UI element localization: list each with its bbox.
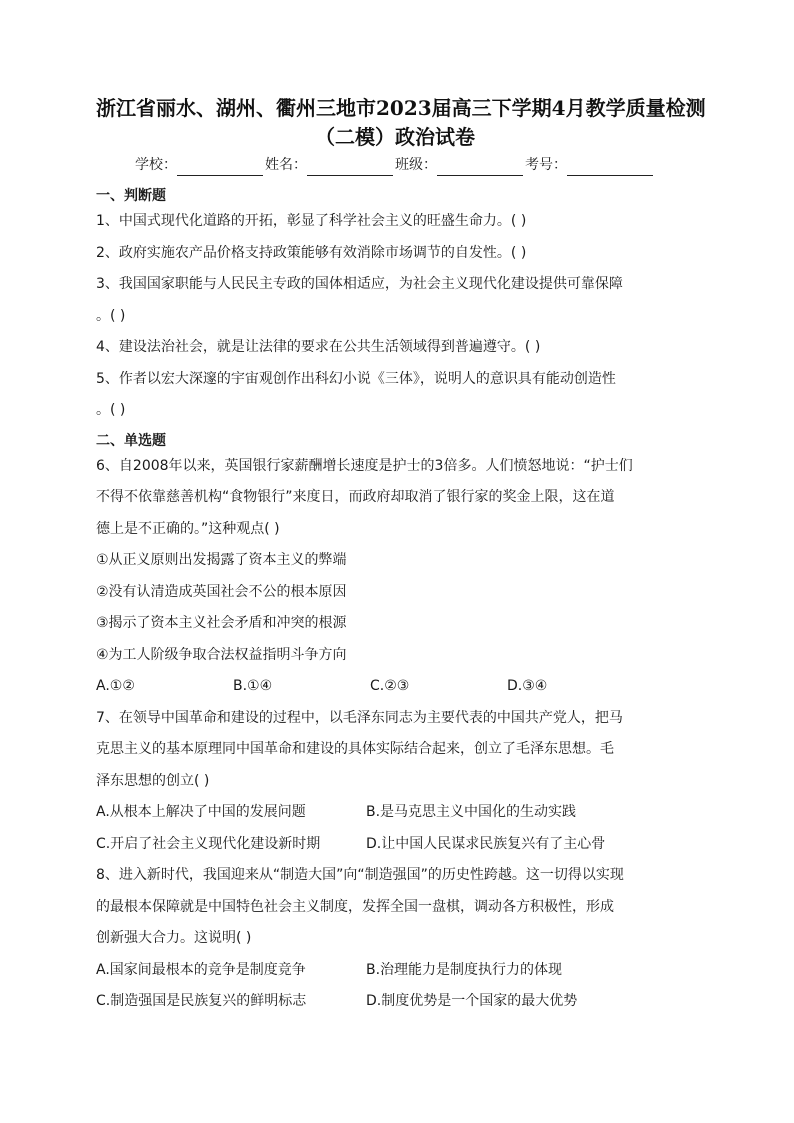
q6-statement-3: ③揭示了资本主义社会矛盾和冲突的根源	[96, 615, 347, 631]
name-field	[265, 154, 395, 176]
judge-question-2: 2、政府实施农产品价格支持政策能够有效消除市场调节的自发性。( )	[96, 244, 527, 261]
question-7	[96, 703, 694, 861]
q8-choice-c[interactable]: C.制造强国是民族复兴的鲜明标志	[96, 993, 307, 1009]
section-heading-judge: 一、判断题	[96, 188, 166, 204]
q8-choice-b[interactable]: B.治理能力是制度执行力的体现	[366, 961, 563, 978]
class-label: 班级：	[395, 157, 437, 173]
q7-stem-line-2: 克思主义的基本原理同中国革命和建设的具体实际结合起来，创立了毛泽东思想。毛	[96, 741, 614, 757]
q7-choice-d[interactable]: D.让中国人民谋求民族复兴有了主心骨	[366, 835, 606, 852]
exam-number-blank[interactable]	[567, 159, 653, 176]
page-title	[96, 0, 706, 152]
q6-statement-4: ④为工人阶级争取合法权益指明斗争方向	[96, 646, 347, 663]
judge-question-3-cont: 。( )	[96, 307, 126, 324]
title-line-2: （二模）政治试卷	[315, 125, 475, 149]
section-heading-single: 二、单选题	[96, 432, 166, 449]
q7-choice-c[interactable]: C.开启了社会主义现代化建设新时期	[96, 835, 321, 852]
q7-choices	[96, 797, 694, 860]
q8-stem-line-3: 创新强大合力。这说明( )	[96, 930, 252, 946]
school-label: 学校：	[135, 157, 177, 173]
q6-choice-b[interactable]: B.①④	[233, 678, 273, 694]
q6-choices	[96, 671, 694, 703]
q8-choices	[96, 955, 694, 1018]
question-8	[96, 860, 694, 1018]
student-info-row	[96, 154, 694, 176]
q8-stem-line-1: 8、进入新时代，我国迎来从“制造大国”向“制造强国”的历史性跨越。这一切得以实现	[96, 867, 624, 883]
q7-choice-a[interactable]: A.从根本上解决了中国的发展问题	[96, 804, 306, 820]
judge-question-4: 4、建设法治社会，就是让法律的要求在公共生活领域得到普遍遵守。( )	[96, 339, 541, 355]
q6-stem-line-2: 不得不依靠慈善机构“食物银行”来度日，而政府却取消了银行家的奖金上限，这在道	[96, 489, 615, 505]
q7-stem-line-3: 泽东思想的创立( )	[96, 772, 210, 789]
title-line-1: 浙江省丽水、湖州、衢州三地市2023届高三下学期4月教学质量检测	[96, 96, 706, 120]
q6-choice-d[interactable]: D.③④	[507, 678, 548, 694]
q6-stem-line-3: 德上是不正确的。”这种观点( )	[96, 520, 280, 537]
class-field	[395, 154, 525, 176]
q7-choice-b[interactable]: B.是马克思主义中国化的生动实践	[366, 804, 577, 820]
q6-choice-c[interactable]: C.②③	[370, 678, 410, 694]
judge-question-1: 1、中国式现代化道路的开拓，彰显了科学社会主义的旺盛生命力。( )	[96, 213, 527, 229]
q8-choice-a[interactable]: A.国家间最根本的竞争是制度竞争	[96, 961, 306, 978]
q6-choice-a[interactable]: A.①②	[96, 678, 135, 694]
q8-stem-line-2: 的最根本保障就是中国特色社会主义制度，发挥全国一盘棋，调动各方积极性，形成	[96, 898, 614, 915]
judge-question-5-cont: 。( )	[96, 402, 126, 418]
name-blank[interactable]	[307, 159, 393, 176]
judge-question-5: 5、作者以宏大深邃的宇宙观创作出科幻小说《三体》，说明人的意识具有能动创造性	[96, 370, 616, 387]
q7-stem-line-1: 7、在领导中国革命和建设的过程中，以毛泽东同志为主要代表的中国共产党人，把马	[96, 709, 623, 726]
exam-number-label: 考号：	[525, 157, 567, 173]
judge-question-3: 3、我国国家职能与人民民主专政的国体相适应，为社会主义现代化建设提供可靠保障	[96, 276, 623, 292]
q8-choice-d[interactable]: D.制度优势是一个国家的最大优势	[366, 993, 578, 1009]
class-blank[interactable]	[437, 159, 523, 176]
school-field	[135, 154, 265, 176]
question-6	[96, 451, 694, 703]
q6-statement-1: ①从正义原则出发揭露了资本主义的弊端	[96, 552, 347, 568]
q6-stem-line-1: 6、自2008年以来，英国银行家薪酬增长速度是护士的3倍多。人们愤怒地说：“护士们	[96, 457, 633, 474]
q6-statement-2: ②没有认清造成英国社会不公的根本原因	[96, 583, 347, 600]
name-label: 姓名：	[265, 157, 307, 173]
school-blank[interactable]	[177, 159, 263, 176]
exam-number-field	[525, 154, 655, 176]
